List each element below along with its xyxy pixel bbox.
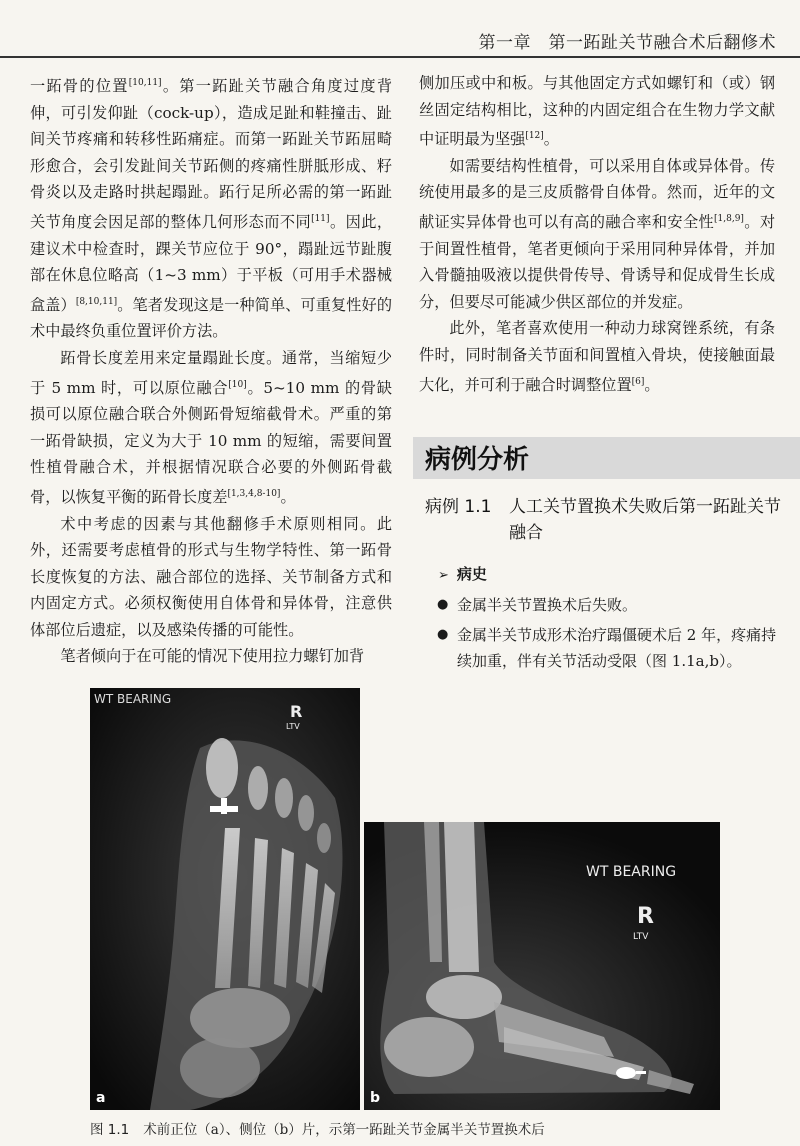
case-number: 病例 1.1: [425, 497, 492, 517]
text-run: 。: [543, 130, 559, 149]
figure-caption: [90, 1118, 730, 1138]
bullet-icon: ●: [437, 597, 449, 612]
section-title: 病例分析: [425, 445, 530, 475]
citation: [11]: [311, 213, 330, 224]
figure-label-a: a: [96, 1090, 106, 1106]
side-letter: R: [637, 904, 654, 929]
marker-text: WT BEARING: [586, 864, 677, 880]
side-sub: LTV: [286, 722, 300, 731]
figure-id: 图 1.1: [90, 1122, 130, 1138]
bullet-icon: ●: [437, 627, 449, 642]
text-run: 。: [280, 487, 296, 506]
chapter-title: 第一章 第一跖趾关节融合术后翻修术: [478, 33, 776, 53]
list-item-text: 金属半关节置换术后失败。: [457, 596, 638, 614]
citation: [10]: [228, 379, 247, 390]
text-run: 如需要结构性植骨，可以采用自体或异体骨。传统使用最多的是三皮质髂骨自体骨。然而，近年的文献证实异体骨也可以有高的融合率和安全性: [419, 156, 775, 231]
case-title: 人工关节置换术失败后第一跖趾关节融合: [509, 497, 781, 543]
text-run: 此外，笔者喜欢使用一种动力球窝锉系统，有条件时，同时制备关节面和间置植入骨块，使接触面最大化，并可利于融合时调整位置: [419, 319, 775, 394]
xray-ap-drawing: [90, 688, 360, 1110]
text-run: 。笔者发现这是一种简单、可重复性好的术中最终负重位置评价方法。: [30, 295, 393, 341]
side-marker: [637, 904, 654, 929]
side-sub: LTV: [633, 932, 649, 942]
list-item-text: 金属半关节成形术治疗蹋僵硬术后 2 年，疼痛持续加重，伴有关节活动受限（图 1.1a,b）。: [457, 626, 777, 670]
header-rule: [0, 56, 800, 58]
text-run: 。: [644, 375, 660, 394]
figure-label-b: b: [370, 1090, 381, 1106]
text-run: 。第一跖趾关节融合角度过度背伸，可引发仰趾（cock-up），造成足趾和鞋撞击、趾间关节疼痛和转移性跖痛症。而第一跖趾关节跖屈畸形愈合，会引发趾间关节跖侧的疼痛性胼胝形成、籽骨炎以及走路时拱起蹋趾。跖行足所必需的第一跖趾关节角度会因足部的整体几何形态而不同: [30, 77, 393, 231]
citation: [12]: [525, 131, 544, 142]
side-marker: [290, 702, 302, 721]
left-paragraph-1: [30, 70, 392, 345]
citation: [6]: [631, 376, 645, 387]
xray-ap-image: [90, 688, 360, 1110]
history-label: 病史: [456, 565, 487, 583]
xray-lateral-image: [364, 822, 720, 1110]
right-paragraph-2: [419, 153, 775, 316]
left-paragraph-3: 术中考虑的因素与其他翻修手术原则相同。此外，还需要考虑植骨的形式与生物学特性、第一跖骨长度恢复的方法、融合部位的选择、关节制备方式和内固定方式。必须权衡使用自体骨和异体骨，注意供体部位后遗症，以及感染传播的可能性。: [30, 514, 392, 639]
caption-text: 术前正位（a）、侧位（b）片，示第一跖趾关节金属半关节置换术后: [143, 1122, 545, 1138]
text-run: 。5~10 mm 的骨缺损可以原位融合联合外侧跖骨短缩截骨术。严重的第一跖骨缺损，定义为大于 10 mm 的短缩，需要间置性植骨融合术，并根据情况联合必要的外侧跖骨截骨，以恢复平衡的跖骨长度差: [30, 378, 392, 506]
citation: [10,11]: [128, 78, 162, 88]
list-item: [435, 622, 780, 674]
page-header: [0, 0, 800, 60]
list-item: [435, 592, 780, 618]
text-run: 一跖骨的位置: [30, 77, 129, 95]
text-run: 。对于间置性植骨，笔者更倾向于采用同种异体骨，并加入骨髓抽吸液以提供骨传导、骨诱导和促成骨生长成分，但要尽可能减少供区部位的并发症。: [419, 212, 776, 311]
citation: [8,10,11]: [75, 296, 118, 307]
left-paragraph-4: 笔者倾向于在可能的情况下使用拉力螺钉加背: [60, 647, 365, 666]
text-run: 。因此，建议术中检查时，踝关节应位于 90°，蹋趾远节趾腹部在休息位略高（1~3 mm）于平板（可用手术器械盒盖）: [30, 212, 393, 314]
left-paragraph-2: [30, 345, 392, 511]
side-letter: R: [290, 702, 303, 721]
history-list: [435, 592, 780, 678]
text-run: 跖骨长度差用来定量蹋趾长度。通常，当缩短少于 5 mm 时，可以原位融合: [30, 348, 392, 397]
citation: [1,8,9]: [714, 213, 744, 224]
text-run: 侧加压或中和板。与其他固定方式如螺钉和（或）钢丝固定结构相比，这种的内固定组合在生物力学文献中证明最为坚强: [419, 74, 775, 149]
citation: [1,3,4,8-10]: [227, 488, 281, 499]
right-paragraph-3: [419, 315, 775, 398]
history-heading: [438, 563, 487, 584]
marker-text: WT BEARING: [94, 692, 172, 706]
left-column: [30, 70, 392, 670]
right-column: [419, 70, 775, 398]
right-paragraph-1: [419, 70, 775, 153]
arrow-icon: ➢: [438, 568, 449, 583]
